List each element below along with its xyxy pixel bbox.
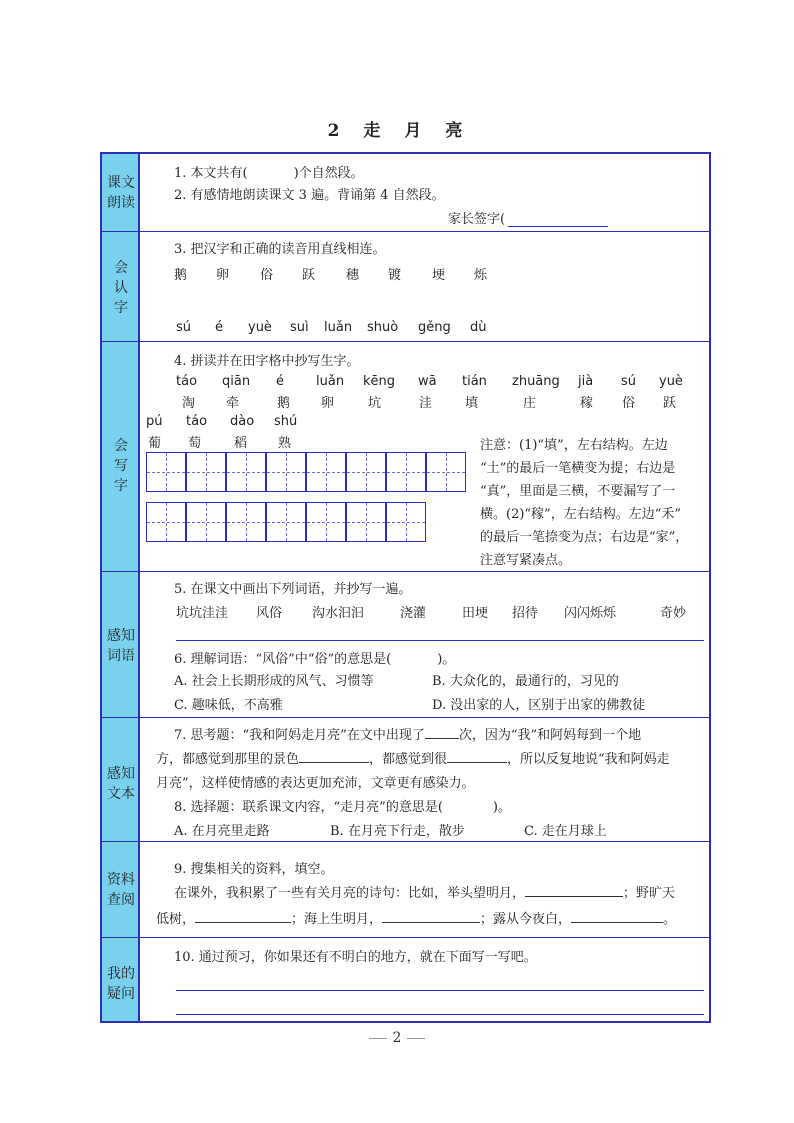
q8-option-b[interactable]: B. 在月亮下行走，散步 [330,824,465,839]
q4-char: 葡 [148,436,162,451]
writing-cell[interactable] [306,452,346,492]
q4-pinyin: zhuāng [512,374,560,389]
q4-pinyin: shú [274,414,298,429]
writing-cell[interactable] [146,452,186,492]
writing-cell[interactable] [306,502,346,542]
parent-signature: 家长签字( [448,212,506,227]
q5-word: 浇灌 [400,606,427,621]
writing-cell[interactable] [266,452,306,492]
q8-option-a[interactable]: A. 在月亮里走路 [174,824,270,839]
label-text: 感知 文本 [107,766,135,802]
q5-word: 田埂 [462,606,489,621]
q6: 6. 理解词语：“风俗”中“俗”的意思是( )。 [174,652,456,667]
copy-line[interactable] [176,640,704,641]
q4-char: 跃 [663,396,677,411]
q4-pinyin: pú [146,414,163,429]
note-line: 注意写紧凑点。 [480,553,572,568]
page-title [0,116,794,141]
q4-char: 鹅 [277,396,291,411]
q3-char: 镀 [388,268,402,283]
writing-cell[interactable] [426,452,466,492]
q4-pinyin: yuè [659,374,683,389]
q3-char: 鹅 [174,268,188,283]
writing-grid-2[interactable] [146,502,426,542]
writing-cell[interactable] [386,502,426,542]
worksheet-frame [100,152,711,1023]
writing-grid-1[interactable] [146,452,466,492]
q5-word: 风俗 [256,606,283,621]
q1: 1. 本文共有( )个自然段。 [174,166,364,181]
writing-cell[interactable] [346,502,386,542]
q4-pinyin: jià [578,374,594,389]
q5: 5. 在课文中画出下列词语，并抄写一遍。 [174,582,412,597]
q3-pinyin-item: gěng [418,320,451,335]
q4-pinyin: qiān [222,374,251,389]
q4-pinyin: tián [462,374,487,389]
q4-pinyin: táo [186,414,208,429]
q4-char: 稻 [234,436,248,451]
title-char: 亮 [445,121,467,141]
q3: 3. 把汉字和正确的读音用直线相连。 [174,242,386,257]
q3-char: 埂 [432,268,446,283]
q3-pinyin-item: yuè [248,320,272,335]
label-research: 资料 查阅 [107,872,135,908]
q3-pinyin-item: é [215,320,223,335]
q4-char: 牵 [226,396,240,411]
q4-char: 卵 [321,396,335,411]
label-words: 感知 词语 [107,628,135,664]
writing-cell[interactable] [266,502,306,542]
q6-option-d[interactable]: D. 没出家的人，区别于出家的佛教徒 [432,698,646,713]
q6-option-b[interactable]: B. 大众化的，最通行的，习见的 [432,674,619,689]
q3-pinyin-item: suì [290,320,309,335]
title-char: 走 [363,121,385,141]
writing-cell[interactable] [226,452,266,492]
q4-pinyin: luǎn [316,374,345,389]
note-line: “真”，里面是三横，不要漏写了一 [480,484,676,499]
page-number: 2 [0,1030,794,1046]
label-reading: 课文 朗读 [107,175,135,211]
writing-cell[interactable] [186,502,226,542]
q10: 10. 通过预习，你如果还有不明白的地方，就在下面写一写吧。 [174,950,537,965]
q4: 4. 拼读并在田字格中抄写生字。 [174,354,360,369]
q4-char: 庄 [523,396,537,411]
label-recognize: 会 认 字 [114,260,128,316]
title-char: 月 [404,121,426,141]
q4-char: 坑 [368,396,382,411]
q4-char: 萄 [188,436,202,451]
q3-pinyin-item: dù [470,320,487,335]
question-line-1[interactable] [176,990,704,991]
lesson-number: 2 [327,121,344,141]
q9-line2: 低树， ；海上生明月， ；露从今夜白， 。 [156,908,676,927]
q3-char: 跃 [302,268,316,283]
q3-char: 俗 [260,268,274,283]
q3-pinyin-item: luǎn [324,320,353,335]
q3-pinyin-item: sú [176,320,192,335]
writing-cell[interactable] [146,502,186,542]
note-line: “土”的最后一笔横变为提；右边是 [480,461,676,476]
q4-pinyin: sú [621,374,637,389]
q7-line1: 7. 思考题：“我和阿妈走月亮”在文中出现了 次，因为“我”和阿妈每到一个地 [174,724,641,743]
q4-char: 熟 [278,436,292,451]
q4-char: 俗 [622,396,636,411]
q8: 8. 选择题：联系课文内容，“走月亮”的意思是( )。 [174,800,511,815]
note-line: 的最后一笔捺变为点；右边是“家”， [480,530,689,545]
signature-line[interactable] [508,226,608,227]
writing-cell[interactable] [186,452,226,492]
q4-char: 稼 [580,396,594,411]
q5-word: 奇妙 [660,606,687,621]
q2: 2. 有感情地朗读课文 3 遍。背诵第 4 自然段。 [174,188,445,203]
q8-option-c[interactable]: C. 走在月球上 [524,824,607,839]
q4-pinyin: táo [176,374,198,389]
label-write: 会 写 字 [114,438,128,494]
q4-pinyin: wā [418,374,437,389]
q6-option-c[interactable]: C. 趣味低，不高雅 [174,698,283,713]
q7-line3: 月亮”，这样使情感的表达更加充沛，文章更有感染力。 [156,776,475,791]
writing-cell[interactable] [346,452,386,492]
note-line: 横。(2)“稼”，左右结构。左边“禾” [480,507,681,522]
q5-word: 坑坑洼洼 [176,606,229,621]
q4-char: 淘 [182,396,196,411]
note-line: 注意：(1)“填”，左右结构。左边 [480,438,668,453]
writing-cell[interactable] [226,502,266,542]
question-line-2[interactable] [176,1014,704,1015]
q4-char: 填 [465,396,479,411]
label-questions: 我的 疑问 [107,966,135,1002]
q4-pinyin: dào [230,414,255,429]
q5-word: 沟水汩汩 [312,606,365,621]
q4-pinyin: é [276,374,284,389]
q4-char: 洼 [419,396,433,411]
q7-line2: 方，都感觉到那里的景色 ，都感觉到很 ，所以反复地说“我和阿妈走 [156,748,670,767]
q4-pinyin: kēng [363,374,396,389]
q3-char: 穗 [346,268,360,283]
q5-word: 招待 [512,606,539,621]
q9-line1: 在课外，我积累了一些有关月亮的诗句：比如，举头望明月， ；野旷天 [174,882,675,901]
writing-cell[interactable] [386,452,426,492]
q3-char: 烁 [474,268,488,283]
q6-option-a[interactable]: A. 社会上长期形成的风气、习惯等 [174,674,374,689]
q3-char: 卵 [216,268,230,283]
q5-word: 闪闪烁烁 [564,606,617,621]
q9: 9. 搜集相关的资料，填空。 [174,862,334,877]
q3-pinyin-item: shuò [367,320,399,335]
